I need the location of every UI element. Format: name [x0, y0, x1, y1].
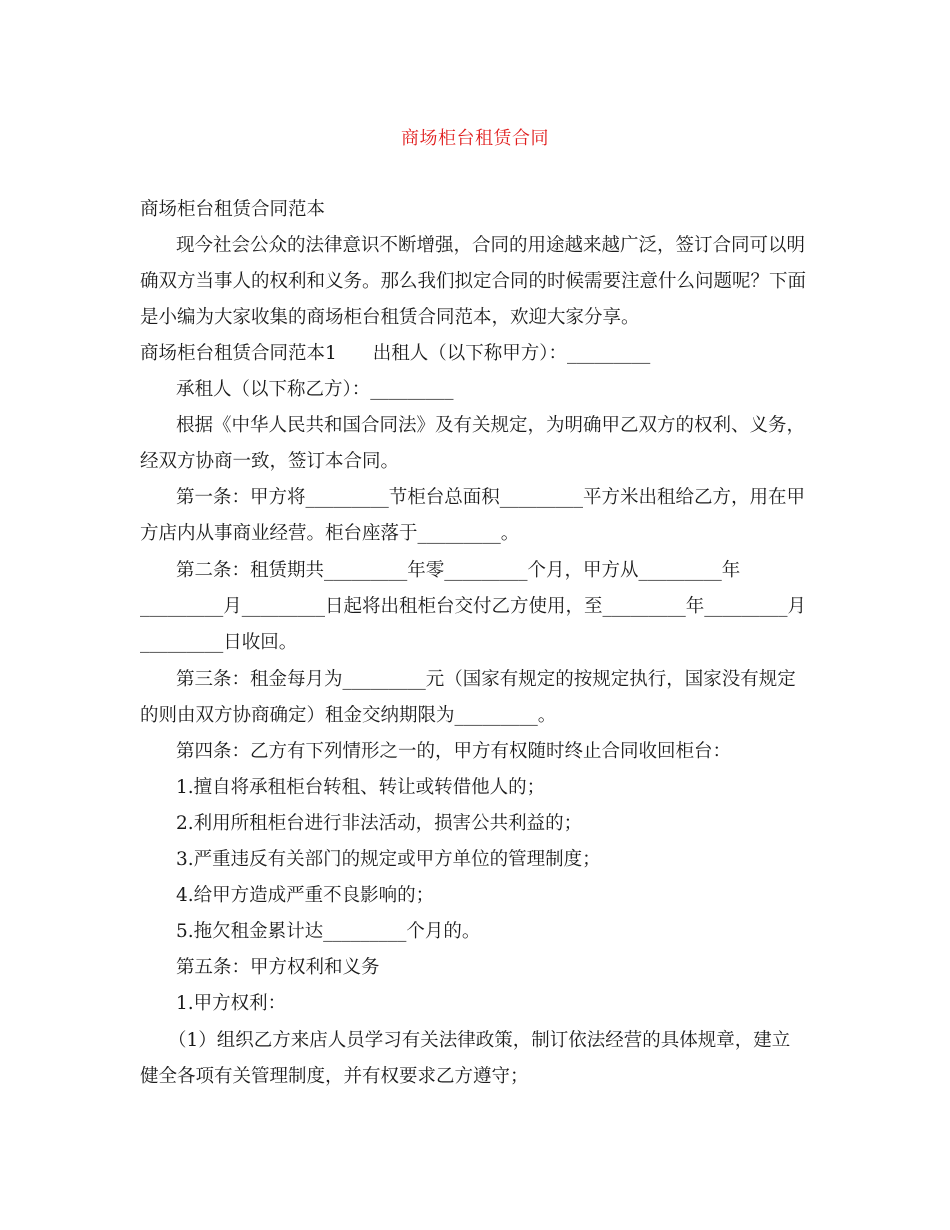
- document-title: 商场柜台租赁合同: [401, 128, 549, 149]
- paragraph-line: 经双方协商一致，签订本合同。: [140, 451, 400, 472]
- list-item: 1.擅自将承租柜台转租、转让或转借他人的；: [176, 777, 546, 798]
- list-item: 4.给甲方造成严重不良影响的；: [176, 885, 435, 906]
- paragraph-line: _________月_________日起将出租柜台交付乙方使用，至_________年_________月: [140, 596, 807, 617]
- paragraph-line: 的则由双方协商确定）租金交纳期限为_________。: [140, 705, 557, 726]
- list-item: 2.利用所租柜台进行非法活动，损害公共利益的；: [176, 813, 583, 834]
- paragraph-line: 现今社会公众的法律意识不断增强，合同的用途越来越广泛，签订合同可以明: [176, 235, 806, 256]
- paragraph-line: 商场柜台租赁合同范本: [140, 199, 326, 220]
- paragraph-line: 根据《中华人民共和国合同法》及有关规定，为明确甲乙双方的权利、义务，: [176, 415, 806, 436]
- paragraph-line: 第一条：甲方将_________节柜台总面积_________平方米出租给乙方，用在甲: [176, 487, 806, 508]
- paragraph-line: _________日收回。: [140, 632, 298, 653]
- paragraph-line: 第四条：乙方有下列情形之一的，甲方有权随时终止合同收回柜台：: [176, 741, 732, 762]
- paragraph-line: 方店内从事商业经营。柜台座落于_________。: [140, 523, 520, 544]
- lessor-field: 出租人（以下称甲方）：_________: [372, 343, 651, 364]
- paragraph-line: 1.甲方权利：: [176, 993, 287, 1014]
- lessee-field: 承租人（以下称乙方）：_________: [176, 379, 454, 400]
- paragraph-line: （1）组织乙方来店人员学习有关法律政策，制订依法经营的具体规章，建立: [168, 1030, 791, 1051]
- paragraph-line: 第五条：甲方权利和义务: [176, 957, 380, 978]
- contract-heading: 商场柜台租赁合同范本1: [140, 343, 337, 364]
- paragraph-line: 确双方当事人的权利和义务。那么我们拟定合同的时候需要注意什么问题呢？下面: [140, 271, 807, 292]
- paragraph-line: 是小编为大家收集的商场柜台租赁合同范本，欢迎大家分享。: [140, 307, 640, 328]
- paragraph-line: [140, 343, 650, 365]
- paragraph-line: 第三条：租金每月为_________元（国家有规定的按规定执行，国家没有规定: [176, 669, 796, 690]
- paragraph-line: 健全各项有关管理制度，并有权要求乙方遵守；: [140, 1066, 529, 1087]
- list-item: 5.拖欠租金累计达_________个月的。: [176, 921, 481, 942]
- paragraph-line: 第二条：租赁期共_________年零_________个月，甲方从_________年: [176, 560, 741, 581]
- list-item: 3.严重违反有关部门的规定或甲方单位的管理制度；: [176, 849, 601, 870]
